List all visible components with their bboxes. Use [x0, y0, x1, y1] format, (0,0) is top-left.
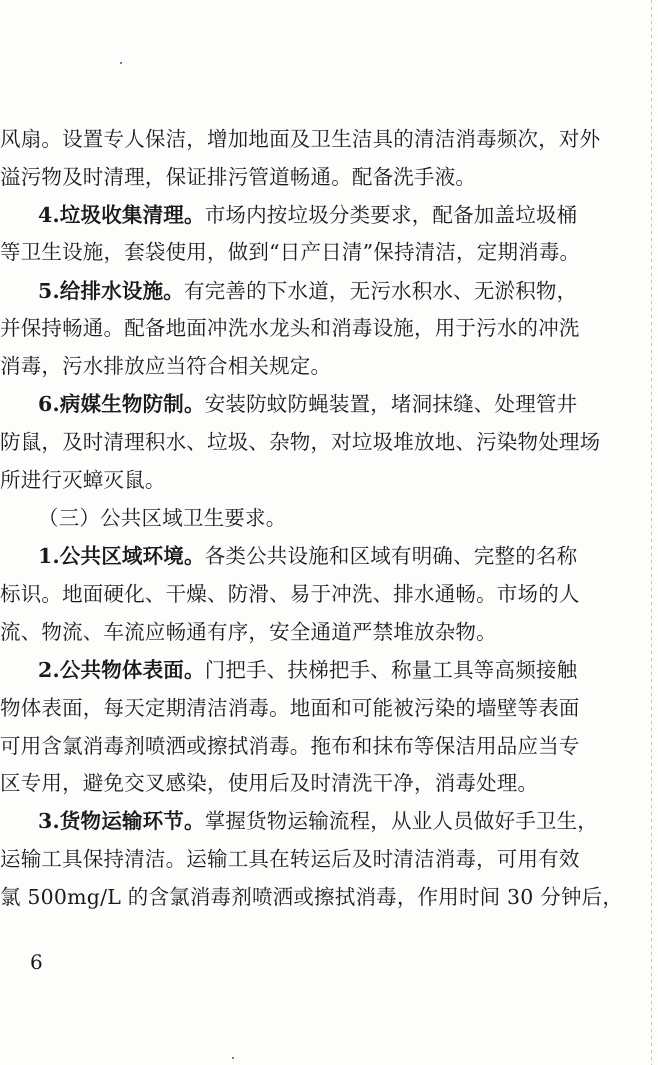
item-heading: 2.公共物体表面。	[38, 658, 205, 682]
text-line: 物体表面，每天定期清洁消毒。地面和可能被污染的墙壁等表面	[0, 696, 580, 720]
text-line: 区专用，避免交叉感染，使用后及时清洗干净，消毒处理。	[0, 771, 539, 795]
text-line: 氯 500mg/L 的含氯消毒剂喷洒或擦拭消毒，作用时间 30 分钟后，	[0, 885, 624, 909]
text-line: 流、物流、车流应畅通有序，安全通道严禁堆放杂物。	[0, 620, 497, 644]
item-heading: 6.病媒生物防制。	[38, 392, 205, 416]
scan-speck	[120, 62, 122, 64]
item-heading: 5.给排水设施。	[38, 279, 185, 303]
text-line: 运输工具保持清洁。运输工具在转运后及时清洁消毒，可用有效	[0, 847, 580, 871]
text-line: 溢污物及时清理，保证排污管道畅通。配备洗手液。	[0, 165, 477, 189]
text-line: 2.公共物体表面。门把手、扶梯把手、称量工具等高频接触	[38, 658, 578, 682]
text-line: 6.病媒生物防制。安装防蚊防蝇装置，堵洞抹缝、处理管井	[38, 392, 578, 416]
text-line: 等卫生设施，套袋使用，做到“日产日清”保持清洁，定期消毒。	[0, 240, 581, 264]
text-line: 标识。地面硬化、干燥、防滑、易于冲洗、排水通畅。市场的人	[0, 582, 580, 606]
scan-speck	[232, 1057, 234, 1059]
text-line: 防鼠，及时清理积水、垃圾、杂物，对垃圾堆放地、污染物处理场	[0, 430, 601, 454]
text-line: 并保持畅通。配备地面冲洗水龙头和消毒设施，用于污水的冲洗	[0, 316, 580, 340]
text-line: 3.货物运输环节。掌握货物运输流程，从业人员做好手卫生，	[38, 809, 599, 833]
text-line: 风扇。设置专人保洁，增加地面及卫生洁具的清洁消毒频次，对外	[0, 127, 601, 151]
text-line: 可用含氯消毒剂喷洒或擦拭消毒。拖布和抹布等保洁用品应当专	[0, 734, 580, 758]
scan-edge	[651, 0, 652, 1065]
item-heading: 1.公共区域环境。	[38, 544, 205, 568]
text-line: 所进行灭蟑灭鼠。	[0, 468, 166, 492]
text-line: 消毒，污水排放应当符合相关规定。	[0, 354, 332, 378]
text-line: 1.公共区域环境。各类公共设施和区域有明确、完整的名称	[38, 544, 578, 568]
text-line: 5.给排水设施。有完善的下水道，无污水积水、无淤积物，	[38, 279, 578, 303]
section-heading: （三）公共区域卫生要求。	[38, 506, 287, 530]
item-heading: 3.货物运输环节。	[38, 809, 205, 833]
item-heading: 4.垃圾收集清理。	[38, 203, 205, 227]
page-number: 6	[30, 950, 43, 974]
text-line: 4.垃圾收集清理。市场内按垃圾分类要求，配备加盖垃圾桶	[38, 203, 578, 227]
